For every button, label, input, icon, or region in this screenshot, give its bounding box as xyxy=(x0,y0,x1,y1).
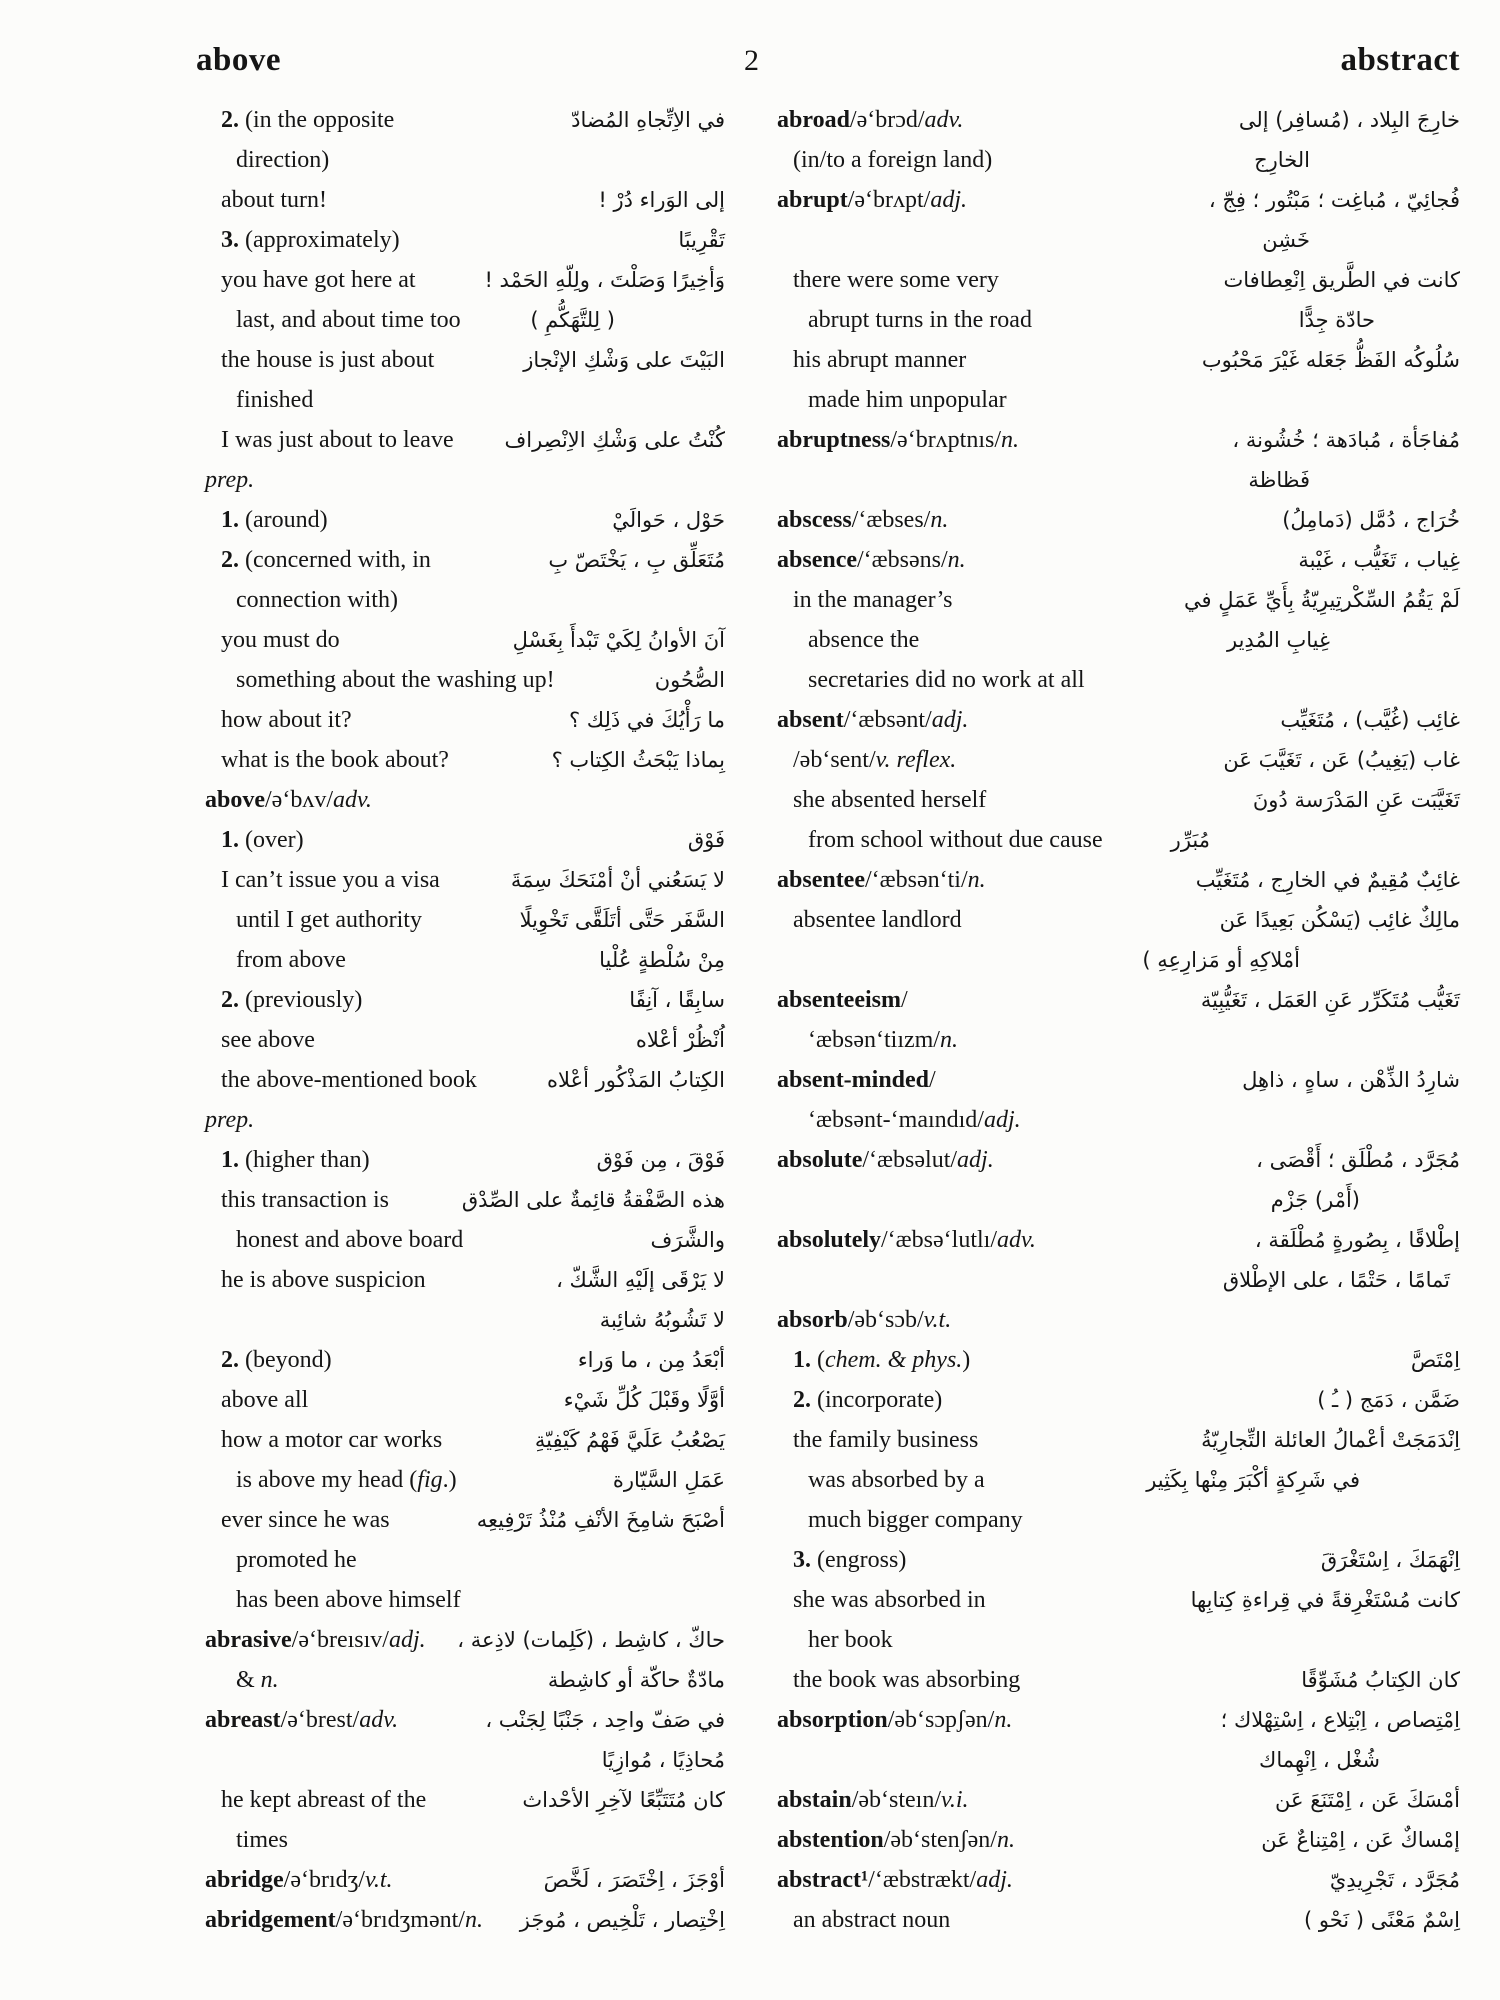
entry-line xyxy=(205,940,725,980)
entry-line xyxy=(205,340,725,380)
arabic-text: مُحاذِيًا ، مُوازِيًا xyxy=(601,1748,725,1772)
arabic-text: ما رَأْيُكَ في ذَلِك ؟ xyxy=(568,708,725,732)
entry-line xyxy=(777,700,1460,740)
english-text: prep. xyxy=(205,1107,255,1133)
entry-line xyxy=(777,1660,1460,1700)
entry-line xyxy=(205,1220,725,1260)
arabic-text: غائِب (غُيَّب) ، مُتَغَيِّب xyxy=(1280,708,1460,732)
arabic-text: غاب (يَغِيبُ) عَن ، تَغَيَّبَ عَن xyxy=(1223,748,1460,772)
arabic-text: مُبَرِّر xyxy=(1170,828,1210,852)
entry-line xyxy=(777,1180,1460,1220)
entry-line xyxy=(205,1500,725,1540)
entry-line xyxy=(777,1900,1460,1940)
arabic-text: مالِكٌ غائِب (يَسْكُن بَعِيدًا عَن xyxy=(1219,908,1460,932)
english-text: (in/to a foreign land) xyxy=(793,147,993,173)
entry-line xyxy=(777,180,1460,220)
right-column xyxy=(777,100,1460,1940)
entry-line xyxy=(777,940,1460,980)
english-text: absence the xyxy=(808,627,920,653)
entry-line xyxy=(777,540,1460,580)
arabic-text: فُجائِيّ ، مُباغِت ؛ مَبْتُور ؛ فِجّ ، xyxy=(1208,188,1460,212)
entry-line xyxy=(777,1060,1460,1100)
entry-line xyxy=(205,1700,725,1740)
english-text: absorb/əb‘sɔb/v.t. xyxy=(777,1307,952,1333)
arabic-text: في الاِتِّجاهِ المُضادّ xyxy=(571,108,725,132)
guide-word-right: abstract xyxy=(1340,42,1460,78)
entry-line xyxy=(205,260,725,300)
arabic-text: السَّفَر حَتَّى أتَلَقَّى تَخْوِيلًا xyxy=(519,908,725,932)
arabic-text: الكِتابُ المَذْكُور أعْلاه xyxy=(547,1068,725,1092)
english-text: what is the book about? xyxy=(221,747,449,773)
entry-line xyxy=(205,860,725,900)
entry-line xyxy=(205,540,725,580)
entry-line xyxy=(205,220,725,260)
english-text: prep. xyxy=(205,467,255,493)
arabic-text: سُلُوكُه الفَظُّ جَعَله غَيْرَ مَحْبُوب xyxy=(1201,348,1460,372)
arabic-text: مادّةٌ حاكّة أو كاشِطة xyxy=(547,1668,725,1692)
entry-line xyxy=(205,1020,725,1060)
english-text: promoted he xyxy=(236,1547,357,1573)
arabic-text: شُغْل ، اِنْهِماك xyxy=(1259,1748,1380,1772)
arabic-text: فَوْق xyxy=(687,828,725,852)
arabic-text: اِمْتِصاص ، اِبْتِلاع ، اِسْتِهْلاك ؛ xyxy=(1220,1708,1460,1732)
arabic-text: لا يَرْقَى إلَيْهِ الشَّكّ ، xyxy=(556,1268,725,1292)
arabic-text: إلى الوَراء دُرْ ! xyxy=(598,188,725,212)
entry-line xyxy=(777,860,1460,900)
english-text: she absented herself xyxy=(793,787,987,813)
english-text: 2. (beyond) xyxy=(221,1347,332,1373)
entry-line xyxy=(205,1740,725,1780)
arabic-text: مُجَرَّد ، تَجْرِيدِيّ xyxy=(1329,1868,1460,1892)
english-text: ‘æbsənt-‘maındıd/adj. xyxy=(808,1107,1021,1133)
entry-line xyxy=(205,580,725,620)
english-text: 3. (engross) xyxy=(793,1547,907,1573)
english-text: about turn! xyxy=(221,187,327,213)
arabic-text: يَصْعُبُ عَلَيَّ فَهْمُ كَيْفِيّةِ xyxy=(534,1428,725,1452)
english-text: you must do xyxy=(221,627,340,653)
arabic-text: حادّة جِدًّا xyxy=(1298,308,1375,332)
english-text: abrupt turns in the road xyxy=(808,307,1032,333)
entry-line xyxy=(777,1100,1460,1140)
entry-line xyxy=(205,900,725,940)
arabic-text: اِنْهَمَكَ ، اِسْتَغْرَقَ xyxy=(1320,1548,1460,1572)
entry-line xyxy=(777,380,1460,420)
arabic-text: خارِجَ البِلاد ، (مُسافِر) إلى xyxy=(1238,108,1460,132)
english-text: above all xyxy=(221,1387,309,1413)
entry-line xyxy=(777,300,1460,340)
arabic-text: أمْسَكَ عَن ، اِمْتَنَعَ عَن xyxy=(1275,1788,1460,1812)
entry-line xyxy=(205,1260,725,1300)
arabic-text: هذه الصَّفْقةُ قائِمةٌ على الصِّدْق xyxy=(461,1188,725,1212)
entry-line xyxy=(777,500,1460,540)
english-text: he is above suspicion xyxy=(221,1267,426,1293)
entry-line xyxy=(205,980,725,1020)
english-text: see above xyxy=(221,1027,315,1053)
english-text: abscess/‘æbses/n. xyxy=(777,507,949,533)
english-text: 1. (higher than) xyxy=(221,1147,370,1173)
arabic-text: تَغَيَّبَت عَنِ المَدْرَسة دُونَ xyxy=(1252,788,1460,812)
english-text: connection with) xyxy=(236,587,398,613)
english-text: how about it? xyxy=(221,707,352,733)
arabic-text: البَيْتَ على وَشْكِ الإنْجاز xyxy=(523,348,725,372)
english-text: he kept abreast of the xyxy=(221,1787,427,1813)
entry-line xyxy=(205,420,725,460)
arabic-text: حَوْل ، حَوالَيْ xyxy=(612,508,725,532)
entry-line xyxy=(205,1420,725,1460)
entry-line xyxy=(205,1580,725,1620)
entry-line xyxy=(777,1220,1460,1260)
entry-line xyxy=(777,660,1460,700)
arabic-text: أبْعَدُ مِن ، ما وَراء xyxy=(577,1348,725,1372)
english-text: she was absorbed in xyxy=(793,1587,986,1613)
entry-line xyxy=(205,500,725,540)
entry-line xyxy=(777,1780,1460,1820)
english-text: absorption/əb‘sɔpʃən/n. xyxy=(777,1707,1013,1733)
english-text: 2. (previously) xyxy=(221,987,363,1013)
arabic-text: أصْبَحَ شامِخَ الأنْفِ مُنْذُ تَرْفِيعِه xyxy=(476,1508,725,1532)
english-text: the family business xyxy=(793,1427,979,1453)
guide-word-left: above xyxy=(196,42,281,78)
english-text: secretaries did no work at all xyxy=(808,667,1085,693)
entry-line xyxy=(777,1340,1460,1380)
arabic-text: وَأخِيرًا وَصَلْتَ ، ولِلّهِ الحَمْد ! xyxy=(484,268,725,292)
entry-line xyxy=(205,1460,725,1500)
arabic-text: لا يَسَعُني أنْ أمْنَحَكَ سِمَةَ xyxy=(510,868,725,892)
english-text: the house is just about xyxy=(221,347,435,373)
entry-line xyxy=(777,100,1460,140)
arabic-text: كان الكِتابُ مُشَوِّقًا xyxy=(1301,1668,1460,1692)
entry-line xyxy=(205,1620,725,1660)
entry-line xyxy=(777,1700,1460,1740)
arabic-text: مُجَرَّد ، مُطْلَق ؛ أَقْصَى ، xyxy=(1256,1148,1460,1172)
english-text: honest and above board xyxy=(236,1227,464,1253)
entry-line xyxy=(777,1300,1460,1340)
arabic-text: سابِقًا ، آنِفًا xyxy=(629,988,725,1012)
english-text: there were some very xyxy=(793,267,999,293)
english-text: 1. (around) xyxy=(221,507,328,533)
english-text: /əb‘sent/v. reflex. xyxy=(793,747,957,773)
page-header xyxy=(0,42,1500,86)
english-text: I was just about to leave xyxy=(221,427,454,453)
entry-line xyxy=(205,1540,725,1580)
arabic-text: اِنْدَمَجَتْ أعْمالُ العائلة التِّجارِيّةُ xyxy=(1201,1428,1460,1452)
entry-line xyxy=(777,580,1460,620)
english-text: how a motor car works xyxy=(221,1427,443,1453)
english-text: in the manager’s xyxy=(793,587,953,613)
english-text: made him unpopular xyxy=(808,387,1007,413)
entry-line xyxy=(777,620,1460,660)
arabic-text: غائِبٌ مُقِيمٌ في الخارِج ، مُتَغَيِّب xyxy=(1195,868,1460,892)
arabic-text: اِخْتِصار ، تَلْخِيص ، مُوجَز xyxy=(519,1908,725,1932)
entry-line xyxy=(777,220,1460,260)
arabic-text: غِيابِ المُدِير xyxy=(1227,628,1330,652)
english-text: much bigger company xyxy=(808,1507,1023,1533)
entry-line xyxy=(205,140,725,180)
entry-line xyxy=(777,1820,1460,1860)
entry-line xyxy=(777,1460,1460,1500)
arabic-text: إطْلاقًا ، بِصُورةٍ مُطْلَقة ، xyxy=(1254,1228,1460,1252)
entry-line xyxy=(777,1620,1460,1660)
english-text: direction) xyxy=(236,147,330,173)
arabic-text: ( لِلتَّهَكُّمِ ) xyxy=(530,308,615,332)
english-text: ‘æbsən‘tiızm/n. xyxy=(808,1027,958,1053)
arabic-text: تَغَيُّب مُتَكَرِّر عَنِ العَمَل ، تَغَيُّبِيّة xyxy=(1200,988,1460,1012)
english-text: the above-mentioned book xyxy=(221,1067,477,1093)
arabic-text: مُتَعَلِّق بِ ، يَخْتَصّ بِ xyxy=(548,548,725,572)
english-text: 3. (approximately) xyxy=(221,227,400,253)
entry-line xyxy=(205,780,725,820)
english-text: an abstract noun xyxy=(793,1907,951,1933)
english-text: absent/‘æbsənt/adj. xyxy=(777,707,969,733)
english-text: 1. (chem. & phys.) xyxy=(793,1347,971,1373)
entry-line xyxy=(205,1820,725,1860)
arabic-text: خُرَاج ، دُمَّل (دَمامِلُ) xyxy=(1282,508,1460,532)
page-number: 2 xyxy=(744,44,759,77)
english-text: has been above himself xyxy=(236,1587,461,1613)
english-text: times xyxy=(236,1827,288,1853)
english-text: above/ə‘bʌv/adv. xyxy=(205,787,372,813)
entry-line xyxy=(777,340,1460,380)
arabic-text: أوْجَزَ ، اِخْتَصَرَ ، لَخَّصَ xyxy=(543,1868,725,1892)
entry-line xyxy=(205,620,725,660)
entry-line xyxy=(205,740,725,780)
english-text: his abrupt manner xyxy=(793,347,967,373)
entry-line xyxy=(777,820,1460,860)
arabic-text: عَمَلِ السَّيّارة xyxy=(612,1468,725,1492)
entry-line xyxy=(205,700,725,740)
arabic-text: في صَفّ واحِد ، جَنْبًا لِجَنْب ، xyxy=(485,1708,725,1732)
entry-line xyxy=(777,1500,1460,1540)
arabic-text: كانت مُسْتَغْرِقةً في قِراءةِ كِتابِها xyxy=(1190,1588,1460,1612)
arabic-text: حاكّ ، كاشِط ، (كَلِمات) لاذِعة ، xyxy=(457,1628,725,1652)
entry-line xyxy=(777,1140,1460,1180)
english-text: absolute/‘æbsəlut/adj. xyxy=(777,1147,994,1173)
english-text: 1. (over) xyxy=(221,827,304,853)
arabic-text: كانت في الطَّريق اِنْعِطافات xyxy=(1223,268,1460,292)
arabic-text: غِياب ، تَغَيُّب ، غَيْبة xyxy=(1298,548,1460,572)
entry-line xyxy=(205,1900,725,1940)
english-text: finished xyxy=(236,387,314,413)
entry-line xyxy=(205,1380,725,1420)
arabic-text: شارِدُ الذِّهْن ، ساهٍ ، ذاهِل xyxy=(1242,1068,1460,1092)
english-text: this transaction is xyxy=(221,1187,389,1213)
entry-line xyxy=(777,780,1460,820)
entry-line xyxy=(777,1580,1460,1620)
english-text: abrasive/ə‘breısıv/adj. xyxy=(205,1627,426,1653)
english-text: until I get authority xyxy=(236,907,422,933)
entry-line xyxy=(777,980,1460,1020)
arabic-text: خَشِن xyxy=(1262,228,1310,252)
arabic-text: إمْساكٌ عَن ، اِمْتِناعٌ عَن xyxy=(1261,1828,1460,1852)
entry-line xyxy=(205,1300,725,1340)
english-text: abruptness/ə‘brʌptnıs/n. xyxy=(777,427,1020,453)
entry-line xyxy=(205,1060,725,1100)
arabic-text: أمْلاكِهِ أو مَزارِعِهِ ) xyxy=(1142,948,1300,972)
arabic-text: لَمْ يَقُمُ السِّكْرتِيرِيّةُ بِأَيِّ عَمَلٍ في xyxy=(1183,588,1460,612)
english-text: abstain/əb‘steın/v.i. xyxy=(777,1787,969,1813)
english-text: you have got here at xyxy=(221,267,416,293)
entry-line xyxy=(205,820,725,860)
arabic-text: مُفاجَأة ، مُبادَهة ؛ خُشُونة ، xyxy=(1232,428,1460,452)
arabic-text: اِسْمٌ مَعْنًى ( نَحْو ) xyxy=(1304,1908,1460,1932)
english-text: was absorbed by a xyxy=(808,1467,985,1493)
entry-line xyxy=(205,1860,725,1900)
arabic-text: مِنْ سُلْطةٍ عُلْيا xyxy=(599,948,725,972)
arabic-text: اِمْتَصَّ xyxy=(1410,1348,1460,1372)
english-text: the book was absorbing xyxy=(793,1667,1021,1693)
arabic-text: (أَمْر) جَزْم xyxy=(1270,1188,1360,1212)
english-text: her book xyxy=(808,1627,893,1653)
english-text: abridgement/ə‘brıdʒmənt/n. xyxy=(205,1907,483,1933)
entry-line xyxy=(777,140,1460,180)
arabic-text: ضَمَّن ، دَمَج ( ـُ ) xyxy=(1317,1388,1460,1412)
arabic-text: اُنْظُرْ أعْلاه xyxy=(635,1028,725,1052)
arabic-text: الخارِج xyxy=(1254,148,1310,172)
entry-line xyxy=(205,380,725,420)
english-text: abrupt/ə‘brʌpt/adj. xyxy=(777,187,967,213)
entry-line xyxy=(777,740,1460,780)
arabic-text: فَوْقَ ، مِن فَوْق xyxy=(596,1148,725,1172)
arabic-text: آنَ الأوانُ لِكَيْ تَبْدأَ بِغَسْلِ xyxy=(512,628,725,652)
english-text: I can’t issue you a visa xyxy=(221,867,440,893)
entry-line xyxy=(205,1660,725,1700)
entry-line xyxy=(777,900,1460,940)
english-text: absenteeism/ xyxy=(777,987,908,1013)
english-text: absent-minded/ xyxy=(777,1067,936,1093)
entry-line xyxy=(777,1860,1460,1900)
entry-line xyxy=(205,100,725,140)
english-text: abridge/ə‘brıdʒ/v.t. xyxy=(205,1867,393,1893)
english-text: something about the washing up! xyxy=(236,667,555,693)
english-text: 2. (concerned with, in xyxy=(221,547,431,573)
arabic-text: تَمامًا ، حَتْمًا ، على الإطْلاق xyxy=(1222,1268,1450,1292)
entry-line xyxy=(205,300,725,340)
english-text: absolutely/‘æbsə‘lutlı/adv. xyxy=(777,1227,1036,1253)
english-text: 2. (in the opposite xyxy=(221,107,395,133)
entry-line xyxy=(777,1540,1460,1580)
entry-line xyxy=(777,420,1460,460)
arabic-text: كُنْتُ على وَشْكِ الاِنْصِراف xyxy=(504,428,725,452)
english-text: from above xyxy=(236,947,346,973)
arabic-text: أوَّلًا وقَبْلَ كُلِّ شَيْء xyxy=(563,1388,725,1412)
entry-line xyxy=(205,180,725,220)
english-text: absence/‘æbsəns/n. xyxy=(777,547,966,573)
arabic-text: تَقْرِيبًا xyxy=(678,228,725,252)
entry-line xyxy=(777,1420,1460,1460)
arabic-text: لا تَشُوبُهُ شائِبة xyxy=(599,1308,725,1332)
arabic-text: والشَّرَف xyxy=(650,1228,725,1252)
arabic-text: الصُّحُون xyxy=(654,668,725,692)
english-text: abroad/ə‘brɔd/adv. xyxy=(777,107,964,133)
entry-line xyxy=(205,1140,725,1180)
arabic-text: فَظاظة xyxy=(1248,468,1310,492)
english-text: abstract¹/‘æbstrækt/adj. xyxy=(777,1867,1013,1893)
entry-line xyxy=(205,1100,725,1140)
english-text: & n. xyxy=(236,1667,279,1693)
english-text: ever since he was xyxy=(221,1507,390,1533)
entry-line xyxy=(205,1780,725,1820)
entry-line xyxy=(777,1740,1460,1780)
entry-line xyxy=(205,660,725,700)
arabic-text: بِماذا يَبْحَثُ الكِتاب ؟ xyxy=(551,748,725,772)
entry-line xyxy=(777,1380,1460,1420)
arabic-text: كان مُتَتَبِّعًا لآخِرِ الأحْداث xyxy=(522,1788,725,1812)
english-text: from school without due cause xyxy=(808,827,1103,853)
left-column xyxy=(205,100,725,1940)
english-text: last, and about time too xyxy=(236,307,461,333)
entry-line xyxy=(777,260,1460,300)
entry-line xyxy=(205,460,725,500)
entry-line xyxy=(777,1260,1460,1300)
entry-line xyxy=(205,1340,725,1380)
arabic-text: في شَرِكةٍ أكْبَرَ مِنْها بِكَثِير xyxy=(1146,1468,1360,1492)
english-text: is above my head (fig.) xyxy=(236,1467,457,1493)
entry-line xyxy=(777,460,1460,500)
english-text: absentee/‘æbsən‘ti/n. xyxy=(777,867,986,893)
english-text: absentee landlord xyxy=(793,907,962,933)
english-text: 2. (incorporate) xyxy=(793,1387,943,1413)
entry-line xyxy=(205,1180,725,1220)
english-text: abstention/əb‘stenʃən/n. xyxy=(777,1827,1015,1853)
entry-line xyxy=(777,1020,1460,1060)
english-text: abreast/ə‘brest/adv. xyxy=(205,1707,399,1733)
